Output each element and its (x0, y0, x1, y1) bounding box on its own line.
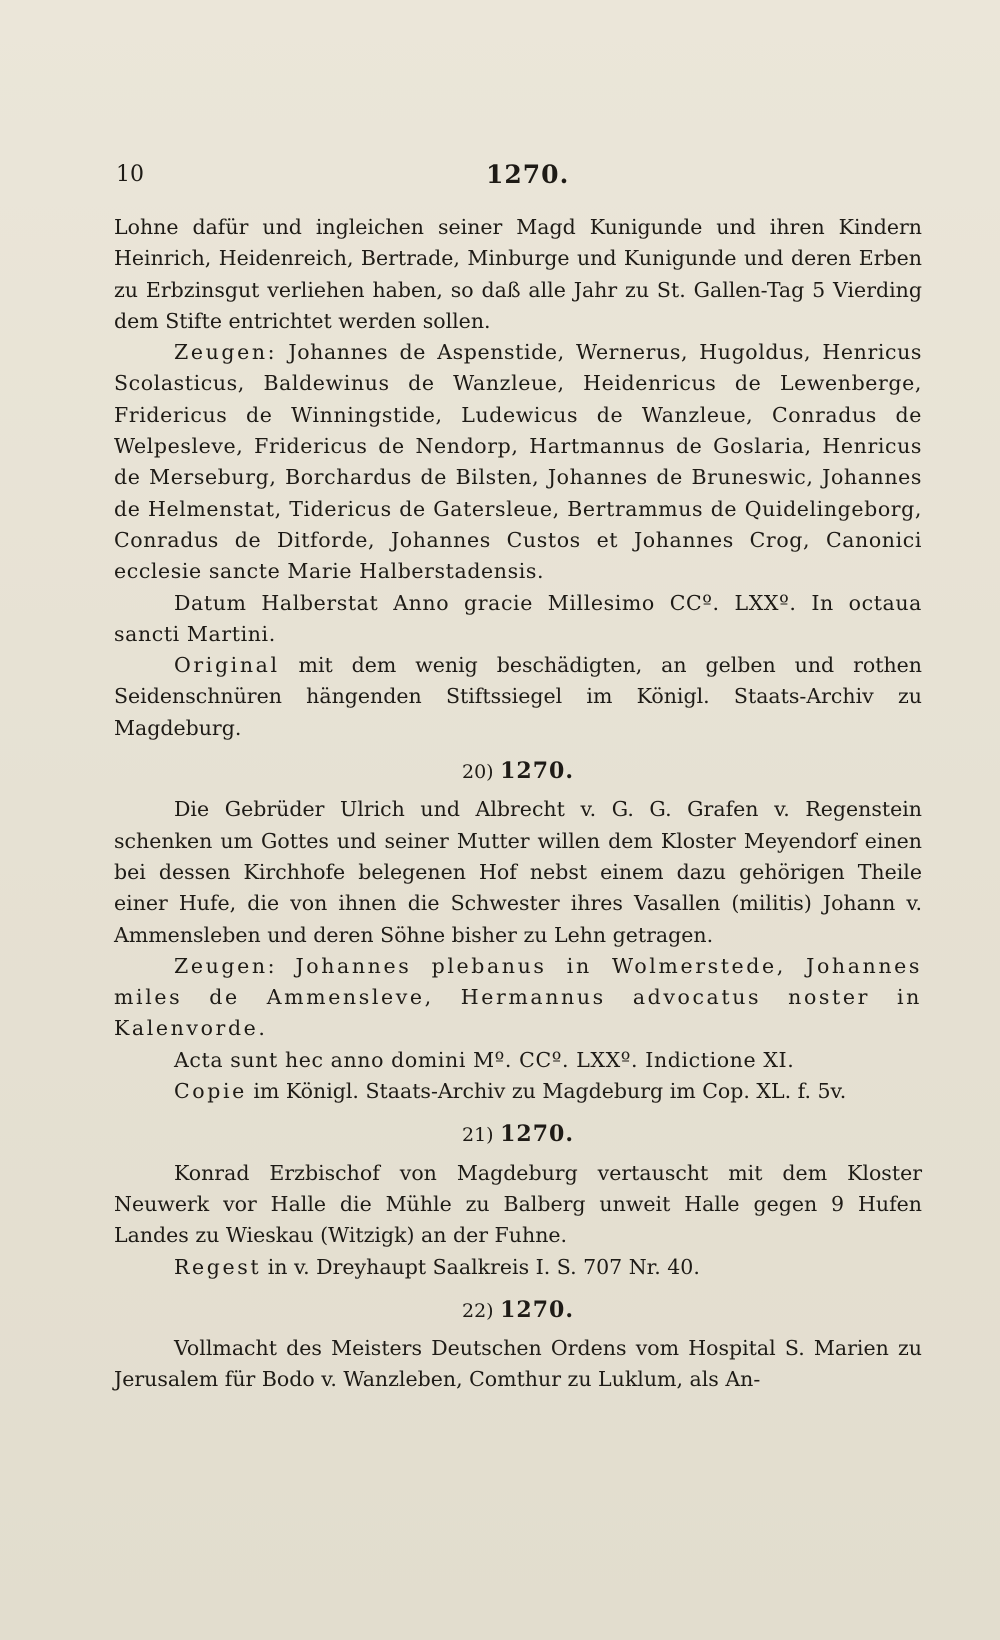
entry-number: 20) (461, 761, 494, 784)
source-label: Copie (174, 1079, 247, 1104)
entry19-datum: Datum Halberstat Anno gracie Millesimo CCº. LXXº. In octaua sancti Martini. (114, 590, 922, 646)
page-body (114, 212, 922, 1396)
entry22-summary: Vollmacht des Meisters Deutschen Ordens vom Hospital S. Marien zu Jerusalem für Bodo v. Wanzleben, Comthur zu Luklum, als An- (114, 1336, 922, 1392)
entry-number: 22) (461, 1299, 494, 1322)
entry-year: 1270. (500, 758, 574, 785)
entry-year: 1270. (500, 1296, 574, 1323)
entry19-source (114, 650, 922, 744)
entry19-witnesses (114, 337, 922, 587)
source-text: in v. Dreyhaupt Saalkreis I. S. 707 Nr. 40. (267, 1254, 700, 1279)
entry22-heading (114, 1295, 922, 1327)
entry21-source (114, 1252, 922, 1283)
witnesses-label: Zeugen: (174, 340, 278, 365)
entry21-heading (114, 1119, 922, 1151)
source-text: im Königl. Staats-Archiv zu Magdeburg im Cop. XL. f. 5v. (253, 1079, 847, 1104)
source-label: Regest (174, 1254, 262, 1279)
source-text: mit dem wenig beschädigten, an gelben und rothen Seidenschnüren hängenden Stiftssiegel im Königl. Staats-Archiv zu Magdeburg. (114, 653, 922, 740)
entry-year: 1270. (500, 1121, 574, 1148)
entry-number: 21) (461, 1124, 494, 1147)
page-header (116, 162, 916, 198)
entry20-source (114, 1076, 922, 1107)
entry20-acta: Acta sunt hec anno domini Mº. CCº. LXXº. Indictione XI. (174, 1047, 795, 1072)
running-head-year: 1270. (486, 160, 570, 189)
witnesses-label: Zeugen: (174, 953, 278, 978)
page-number: 10 (116, 162, 144, 187)
witness-list: Johannes de Aspenstide, Wernerus, Hugoldus, Henricus Scolasticus, Baldewinus de Wanzleue, Heidenricus de Lewenberge, Fridericus de Winningstide, Ludewicus de Wanzleue, Conradus de Welpesleve, Fridericus de Nendorp, Hartmannus de Goslaria, Henricus de Merseburg, Borchardus de Bilsten, Johannes de Bruneswic, Johannes de Helmenstat, Tidericus de Gatersleue, Bertrammus de Quidelingeborg, Conradus de Ditforde, Johannes Custos et Johannes Crog, Canonici ecclesie sancte Marie Halberstadensis. (114, 340, 922, 584)
entry20-witnesses (114, 951, 922, 1045)
entry20-heading (114, 756, 922, 788)
entry21-summary: Konrad Erzbischof von Magdeburg vertauscht mit dem Kloster Neuwerk vor Halle die Mühle zu Balberg unweit Halle gegen 9 Hufen Landes zu Wieskau (Witzigk) an der Fuhne. (114, 1160, 922, 1248)
entry20-summary: Die Gebrüder Ulrich und Albrecht v. G. G. Grafen v. Regenstein schenken um Gottes und seiner Mutter willen dem Kloster Meyendorf einen bei dessen Kirchhofe belegenen Hof nebst einem dazu gehörigen Theile einer Hufe, die von ihnen die Schwester ihres Vasallen (militis) Johann v. Ammensleben und deren Söhne bisher zu Lehn getragen. (114, 797, 922, 947)
witness-list: Johannes plebanus in Wolmerstede, Johannes miles de Ammensleve, Hermannus advocatus noster in Kalenvorde. (114, 953, 922, 1041)
entry19-text: Lohne dafür und ingleichen seiner Magd Kunigunde und ihren Kindern Heinrich, Heidenreich, Bertrade, Minburge und Kunigunde und deren Erben zu Erbzinsgut verliehen haben, so daß alle Jahr zu St. Gallen-Tag 5 Vierding dem Stifte entrichtet werden sollen. (114, 215, 922, 333)
source-label: Original (174, 653, 280, 678)
